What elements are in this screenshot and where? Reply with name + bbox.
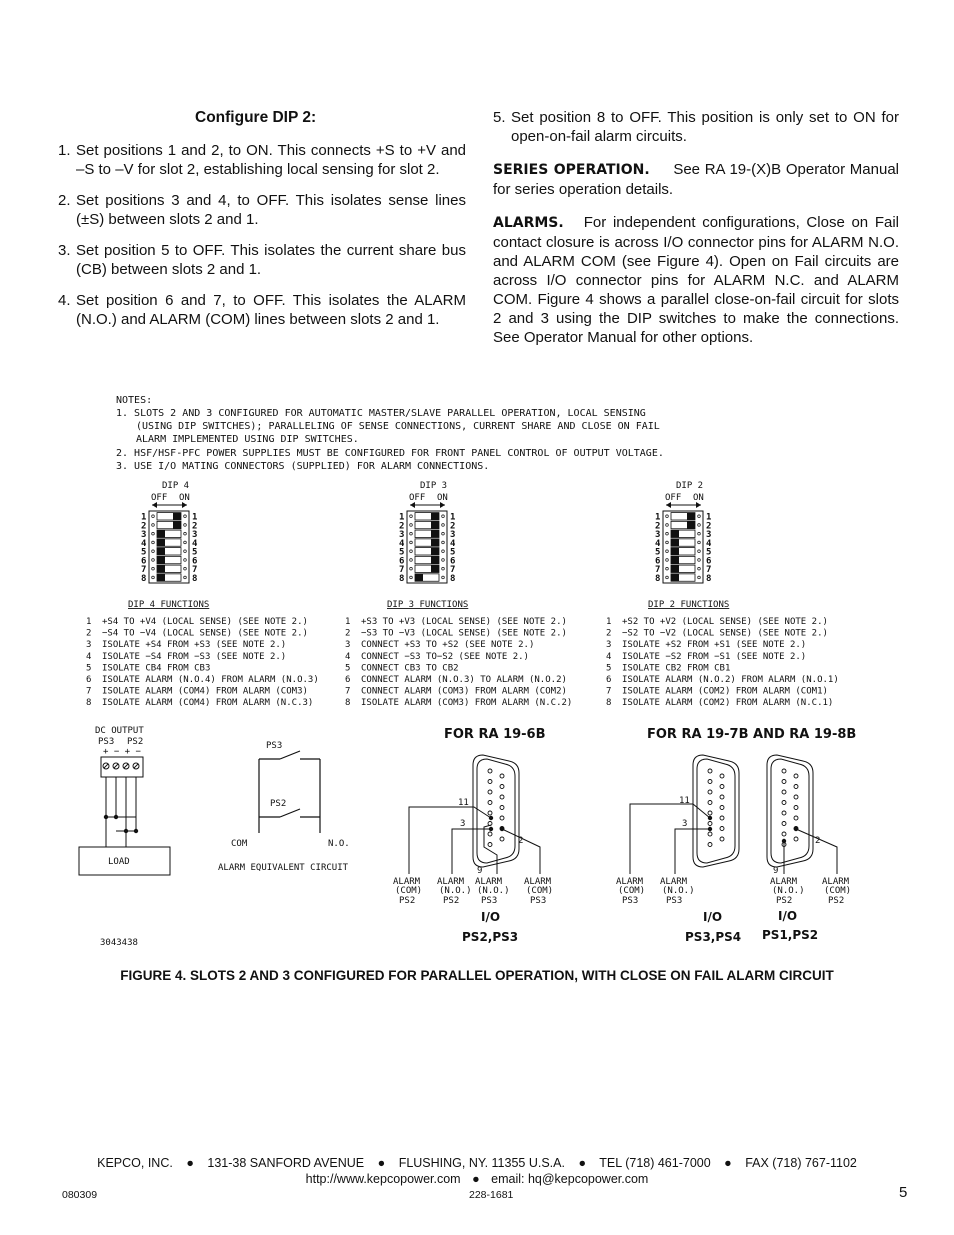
pin-11-label: 11 [458,798,469,808]
alarm-label: ALARM [822,877,850,887]
dip-position-number: 7 [450,565,456,575]
dip-function-number: 7 [606,686,612,697]
connector-pin [708,780,712,784]
connector-pin [720,837,724,841]
page-number: 5 [899,1184,908,1201]
alarm-ps-label: PS2 [443,896,460,906]
connector-pin [782,769,786,773]
dip-position-number: 1 [399,512,405,523]
alarm-ps-label: PS3 [530,896,547,906]
connector-pin [782,780,786,784]
list-item: 3. Set position 5 to OFF. This isolates the current share bus (CB) between slots 2 and 1. [58,242,466,278]
dip-position-number: 6 [706,556,712,567]
dip-position-number: 2 [192,521,198,532]
connector-pin [720,795,724,799]
alarm-label: ALARM [660,877,688,887]
alarm-ps-label: PS2 [776,896,793,906]
junction-dot [708,827,712,831]
alarm-type-label: (N.O.) [772,886,805,896]
notes-line: (USING DIP SWITCHES); PARALLELING OF SENSE CONNECTIONS, CURRENT SHARE AND CLOSE ON FAIL [136,421,660,432]
dip-position-number: 1 [141,512,147,523]
dip-position-number: 8 [655,573,661,584]
dip-function-text: ISOLATE ALARM (COM2) FROM ALARM (COM1) [622,686,828,697]
connector-pin [500,816,504,820]
dip-position-number: 7 [399,565,405,575]
connector-pin [488,832,492,836]
pin-3-label: 3 [682,819,688,829]
alarm-type-label: (N.O.) [439,886,472,896]
dip-position-number: 2 [399,521,405,532]
load-label: LOAD [108,857,130,867]
alarm-label: ALARM [475,877,503,887]
figure-4-diagram [0,385,954,955]
dip-function-number: 8 [345,698,351,709]
drawing-number: 3043438 [100,938,138,948]
notes-line: 1. SLOTS 2 AND 3 CONFIGURED FOR AUTOMATIC MASTER/SLAVE PARALLEL OPERATION, LOCAL SENSING [116,408,646,419]
dip-position-number: 7 [655,565,661,575]
footer-email-link[interactable]: email: hq@kepcopower.com [491,1172,649,1186]
dip-switch-toggle [431,530,439,537]
dip-off-label: OFF [151,493,168,503]
dip-switch-toggle [431,539,439,546]
dip-position-number: 5 [706,547,712,558]
dip-switch-toggle [415,574,423,581]
dip-function-text: ISOLATE ALARM (COM2) FROM ALARM (N.C.1) [622,698,834,709]
dip-position-number: 6 [655,556,661,567]
pin-2-label: 2 [815,836,821,846]
footer-tel: TEL (718) 461-7000 [599,1156,711,1170]
dip-function-number: 6 [606,675,612,685]
dip-function-text: CONNECT CB3 TO CB2 [361,663,459,674]
dip-position-number: 8 [706,573,712,584]
footer-date-code: 080309 [62,1189,98,1201]
io-label: I/O [778,909,798,923]
dip-position-number: 4 [399,538,405,549]
left-column [58,108,466,341]
connector-pin [720,827,724,831]
footer-doc-number: 228-1681 [469,1189,514,1201]
dip-position-number: 1 [192,512,198,523]
junction-dot [500,827,504,831]
dip-function-text: ISOLATE ALARM (COM3) FROM ALARM (N.C.2) [361,698,573,709]
dip-title: DIP 3 [420,481,448,491]
dip-function-number: 2 [606,628,612,639]
dip-position-number: 5 [399,547,405,558]
dip-switch-toggle [157,556,165,563]
dip-function-number: 1 [606,617,612,627]
dip-position-number: 4 [141,538,147,549]
dip-function-text: +S3 TO +V3 (LOCAL SENSE) (SEE NOTE 2.) [361,617,567,627]
dip-position-number: 2 [450,521,456,532]
dip-position-number: 2 [141,521,147,532]
dip-function-text: +S2 TO +V2 (LOCAL SENSE) (SEE NOTE 2.) [622,617,828,627]
dip-switch-toggle [687,521,695,528]
notes-line: NOTES: [116,395,153,406]
connector-pin [708,832,712,836]
dip-function-number: 4 [606,651,612,662]
dip-position-number: 6 [450,556,456,567]
alarm-ps-label: PS2 [828,896,845,906]
connector-pin [500,837,504,841]
dip-function-text: −S2 TO −V2 (LOCAL SENSE) (SEE NOTE 2.) [622,628,828,639]
connector-pin [794,785,798,789]
dip-position-number: 4 [192,538,198,549]
alarm-type-label: (COM) [395,886,423,896]
alarm-type-label: (COM) [618,886,646,896]
alarm-wire [452,829,491,874]
ps2-label: PS2 [127,737,144,747]
dip-function-number: 3 [606,640,612,651]
junction-dot [794,827,798,831]
dip-switch-toggle [431,521,439,528]
dip-position-number: 8 [141,573,147,584]
dip-function-text: ISOLATE −S2 FROM −S1 (SEE NOTE 2.) [622,651,807,662]
dip-switch-toggle [671,565,679,572]
footer-city: FLUSHING, NY. 11355 U.S.A. [398,1156,565,1170]
dip-function-text: −S4 TO −V4 (LOCAL SENSE) (SEE NOTE 2.) [102,628,308,639]
dip-function-text: ISOLATE CB4 FROM CB3 [102,663,211,674]
connector-pin [500,806,504,810]
dip-functions-title: DIP 2 FUNCTIONS [648,600,730,610]
dip-switch-groups [86,481,839,708]
connector-pin [782,811,786,815]
connector-pin [720,806,724,810]
pin-9-label: 9 [477,866,483,876]
footer-address-line: KEPCO, INC. ● 131-38 SANFORD AVENUE ● FLUSHING, NY. 11355 U.S.A. ● TEL (718) 461-7000 ● FAX (718) 767-1102 [97,1156,857,1170]
junction-dot [782,839,786,843]
dip-switch-toggle [687,513,695,520]
dip-function-number: 8 [86,698,92,709]
connector-pin [488,790,492,794]
dip-function-text: CONNECT ALARM (COM3) FROM ALARM (COM2) [361,686,567,697]
connector-pin [708,822,712,826]
dip-switch-toggle [157,539,165,546]
notes-line: 3. USE I/O MATING CONNECTORS (SUPPLIED) FOR ALARM CONNECTIONS. [116,461,490,472]
connector-ra19-7b-8b-b [767,755,813,867]
polarity-label: + − + − [103,747,141,757]
dip-function-text: ISOLATE ALARM (N.O.4) FROM ALARM (N.O.3) [102,675,319,685]
connector-pin [794,795,798,799]
connector-pin [720,785,724,789]
footer-web-link[interactable]: http://www.kepcopower.com [305,1172,461,1186]
dip-function-number: 3 [86,640,92,651]
junction-dot [489,827,493,831]
dip-function-text: CONNECT +S3 TO +S2 (SEE NOTE 2.) [361,640,535,651]
dip-function-text: ISOLATE −S4 FROM −S3 (SEE NOTE 2.) [102,651,287,662]
dip-position-number: 6 [399,556,405,567]
dip-position-number: 3 [141,530,147,540]
dip-switch-toggle [671,539,679,546]
list-item: 1. Set positions 1 and 2, to ON. This connects +S to +V and –S to –V for slot 2, establishing local sensing for slot 2. [58,142,466,178]
dip-off-label: OFF [665,493,682,503]
dip-position-number: 5 [450,547,456,558]
alarm-ps-label: PS3 [622,896,639,906]
dip-position-number: 4 [450,538,456,549]
dip-position-number: 3 [450,530,456,540]
dip-position-number: 2 [706,521,712,532]
dip-switch-toggle [671,556,679,563]
dip-position-number: 6 [141,556,147,567]
figure-caption: FIGURE 4. SLOTS 2 AND 3 CONFIGURED FOR PARALLEL OPERATION, WITH CLOSE ON FAIL ALARM CIRCUIT [120,968,834,983]
dip-position-number: 7 [192,565,198,575]
figure-notes [116,395,664,472]
alarm-label: ALARM [616,877,644,887]
ps3-label: PS3 [98,737,115,747]
series-paragraph: SERIES OPERATION. See RA 19-(X)B Operator Manual for series operation details. [493,161,899,198]
dip-switch-toggle [431,556,439,563]
alarms-heading: ALARMS. [493,215,564,231]
dip-position-number: 8 [450,573,456,584]
right-column [493,108,899,361]
notes-line: ALARM IMPLEMENTED USING DIP SWITCHES. [136,434,359,445]
dip-switch-toggle [157,548,165,555]
io-label: I/O [703,910,723,924]
dip-on-label: ON [437,493,448,503]
alarm-type-label: (N.O.) [477,886,510,896]
alarm-type-label: (N.O.) [662,886,695,896]
dip-function-text: CONNECT ALARM (N.O.3) TO ALARM (N.O.2) [361,675,567,685]
io-ps2-ps3-label: PS2,PS3 [462,930,519,944]
alarm-wire [409,807,491,874]
com-label: COM [231,839,248,849]
dip-position-number: 3 [706,530,712,540]
dip-function-number: 3 [345,640,351,651]
dip-function-number: 4 [86,651,92,662]
dip-function-number: 4 [345,651,351,662]
connector-pin [500,774,504,778]
junction-dot [708,816,712,820]
dip-function-number: 1 [345,617,351,627]
dip-switch-toggle [173,521,181,528]
connector-pin [500,795,504,799]
connector-pin [794,806,798,810]
footer-company: KEPCO, INC. [97,1156,173,1170]
dip-switch-toggle [157,530,165,537]
connector-pin [794,774,798,778]
alarm-label: ALARM [437,877,465,887]
dip-position-number: 8 [192,573,198,584]
alarm-type-label: (COM) [526,886,554,896]
dip-position-number: 5 [655,547,661,558]
dip-functions-title: DIP 4 FUNCTIONS [128,600,210,610]
alarm-equivalent-label: ALARM EQUIVALENT CIRCUIT [218,863,349,873]
dip-position-number: 3 [399,530,405,540]
dc-output-label: DC OUTPUT [95,726,144,736]
connector-pin [708,769,712,773]
alarm-ps2-label: PS2 [270,799,287,809]
dip-switch-toggle [431,565,439,572]
dip-function-number: 6 [345,675,351,685]
alarm-label: ALARM [393,877,421,887]
connector-pin [488,811,492,815]
dip-position-number: 7 [706,565,712,575]
alarm-equivalent-circuit [218,741,350,873]
connector-pin [782,822,786,826]
dip-function-number: 5 [86,663,92,674]
dip-position-number: 7 [141,565,147,575]
dip-switch-toggle [157,565,165,572]
dip-function-number: 1 [86,617,92,627]
connector-ra19-7b-8b-a [693,755,739,867]
alarm-ps-label: PS2 [399,896,416,906]
connector-pin [782,790,786,794]
dip-switch-toggle [431,513,439,520]
dip-switch-group [345,481,572,708]
connector-pin [708,790,712,794]
dip-position-number: 5 [192,547,198,558]
dip-position-number: 3 [192,530,198,540]
dip-on-label: ON [179,493,190,503]
alarms-paragraph: ALARMS. For independent configurations, Close on Fail contact closure is across I/O connector pins for ALARM N.O. and ALARM COM (see Figure 4). Open on Fail circuits are across I/O connector pins for ALARM N.C. and ALARM COM. Figure 4 shows a parallel close-on-fail circuit for slots 2 and 3 using the DIP switches to make the connections. See Operator Manual for other options. [493,214,899,346]
dip-function-number: 2 [86,628,92,639]
alarm-ps-label: PS3 [481,896,498,906]
pin-3-label: 3 [460,819,466,829]
footer-contact-line: http://www.kepcopower.com ● email: hq@kepcopower.com [305,1172,649,1186]
dip-function-number: 5 [345,663,351,674]
footer-street: 131-38 SANFORD AVENUE [207,1156,365,1170]
ra19-6b-heading: FOR RA 19-6B [444,727,546,742]
dip-title: DIP 4 [162,481,190,491]
connector-pin [720,816,724,820]
dip-function-text: ISOLATE ALARM (COM4) FROM ALARM (COM3) [102,686,308,697]
dip-position-number: 8 [399,573,405,584]
dip-functions-title: DIP 3 FUNCTIONS [387,600,469,610]
dip-position-number: 2 [655,521,661,532]
connector-pin [500,785,504,789]
dip-function-text: +S4 TO +V4 (LOCAL SENSE) (SEE NOTE 2.) [102,617,308,627]
dip-function-number: 6 [86,675,92,685]
list-item: 2. Set positions 3 and 4, to OFF. This isolates sense lines (±S) between slots 2 and 1. [58,192,466,228]
dip-position-number: 4 [706,538,712,549]
pin-9-label: 9 [773,866,779,876]
dip-switch-toggle [173,513,181,520]
dip-position-number: 6 [192,556,198,567]
dip-position-number: 4 [655,538,661,549]
configure-dip2-heading: Configure DIP 2: [195,109,317,126]
alarm-label: ALARM [524,877,552,887]
list-item: 4. Set position 6 and 7, to OFF. This isolates the ALARM (N.O.) and ALARM (COM) lines between slots 2 and 1. [58,292,466,328]
io-ps1-ps2-label: PS1,PS2 [762,928,819,942]
alarm-ps3-label: PS3 [266,741,283,751]
connector-pin [794,816,798,820]
dip-function-number: 7 [345,686,351,697]
connector-pin [708,801,712,805]
connector-pin [708,811,712,815]
dip-switch-toggle [671,548,679,555]
connector-pin [488,769,492,773]
dip-on-label: ON [693,493,704,503]
io-connectors [393,755,851,906]
connector-pin [782,832,786,836]
dip-function-text: ISOLATE ALARM (N.O.2) FROM ALARM (N.O.1) [622,675,839,685]
dip-switch-toggle [671,574,679,581]
ra19-7b-8b-heading: FOR RA 19-7B AND RA 19-8B [647,727,857,742]
connector-pin [488,843,492,847]
pin-11-label: 11 [679,796,690,806]
notes-line: 2. HSF/HSF-PFC POWER SUPPLIES MUST BE CONFIGURED FOR FRONT PANEL CONTROL OF OUTPUT VOLTAGE. [116,448,664,459]
footer-fax: FAX (718) 767-1102 [745,1156,857,1170]
no-label: N.O. [328,839,350,849]
dip-function-text: −S3 TO −V3 (LOCAL SENSE) (SEE NOTE 2.) [361,628,567,639]
dip-position-number: 1 [450,512,456,523]
dip-position-number: 1 [655,512,661,523]
io-label: I/O [481,910,501,924]
dip-position-number: 5 [141,547,147,558]
dip-off-label: OFF [409,493,426,503]
dip-switch-toggle [157,574,165,581]
dip-function-text: ISOLATE +S2 FROM +S1 (SEE NOTE 2.) [622,640,807,651]
dip-function-number: 5 [606,663,612,674]
dip-position-number: 1 [706,512,712,523]
dip-switch-group [86,481,319,708]
dip-function-text: ISOLATE +S4 FROM +S3 (SEE NOTE 2.) [102,640,287,651]
dc-output-circuit [79,726,170,875]
dip-function-number: 8 [606,698,612,709]
connector-pin [782,801,786,805]
dip-switch-toggle [671,530,679,537]
connector-pin [708,843,712,847]
dip-function-text: CONNECT −S3 TO−S2 (SEE NOTE 2.) [361,651,529,662]
connector-pin [488,780,492,784]
dip-switch-group [606,481,839,708]
connector-pin [488,801,492,805]
alarm-type-label: (COM) [824,886,852,896]
dip-function-text: ISOLATE ALARM (COM4) FROM ALARM (N.C.3) [102,698,314,709]
dip-switch-toggle [431,548,439,555]
alarm-label: ALARM [770,877,798,887]
pin-2-label: 2 [518,836,524,846]
io-ps3-ps4-label: PS3,PS4 [685,930,742,944]
dip-function-number: 7 [86,686,92,697]
connector-pin [720,774,724,778]
list-item: 5. Set position 8 to OFF. This position is only set to ON for open-on-fail alarm circuits. [493,109,899,145]
dip-position-number: 3 [655,530,661,540]
junction-dot [489,816,493,820]
connector-pin [794,837,798,841]
dip-function-number: 2 [345,628,351,639]
series-heading: SERIES OPERATION. [493,162,650,178]
dip-function-text: ISOLATE CB2 FROM CB1 [622,663,731,674]
alarm-ps-label: PS3 [666,896,683,906]
dip-title: DIP 2 [676,481,704,491]
alarm-wire [630,804,710,874]
